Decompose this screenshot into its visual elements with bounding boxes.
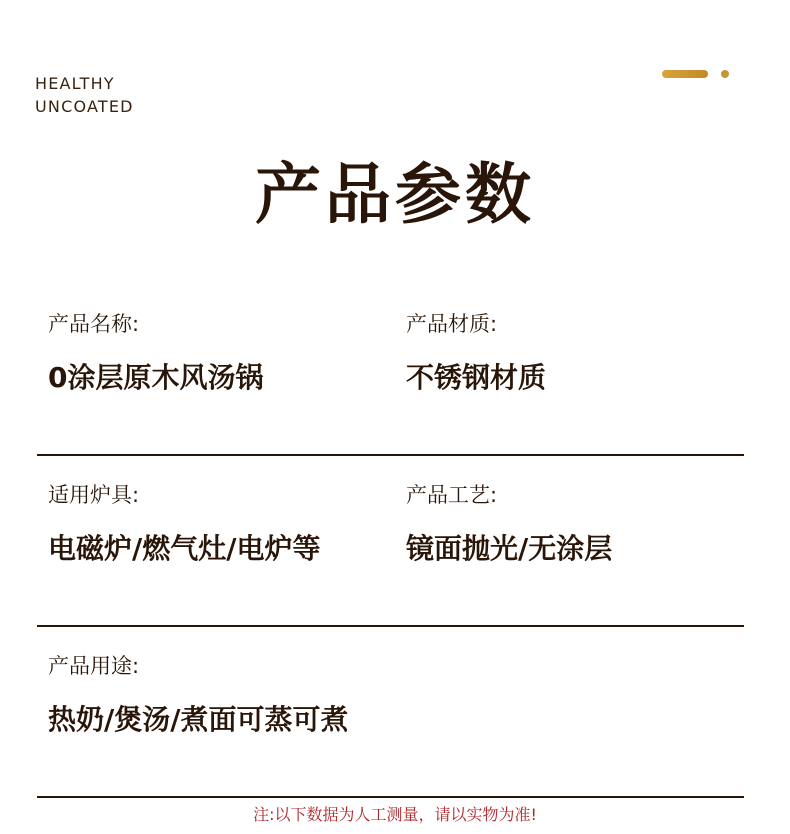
param-value: 热奶/煲汤/煮面可蒸可煮 [48,703,349,736]
param-usage [48,627,348,739]
param-label: 产品用途: [48,654,140,678]
param-stove [48,456,320,568]
param-label: 适用炉具: [48,483,140,507]
param-value: 不锈钢材质 [406,361,547,394]
params-table [37,285,744,798]
decorative-bar [662,70,708,78]
param-label: 产品材质: [406,312,498,336]
brand-tagline [35,72,134,118]
brand-line-2: UNCOATED [35,97,134,116]
param-material [406,285,546,397]
param-label: 产品名称: [48,312,140,336]
param-label: 产品工艺: [406,483,498,507]
param-value: 镜面抛光/无涂层 [406,532,613,565]
param-value: 0涂层原木风汤锅 [48,361,264,394]
disclaimer-note: 注:以下数据为人工测量，请以实物为准! [253,805,537,824]
param-row [37,627,744,798]
decorative-dot [721,70,729,78]
brand-line-1: HEALTHY [35,74,115,93]
param-process [406,456,612,568]
page-title: 产品参数 [255,156,535,233]
param-row [37,456,744,627]
param-product-name [48,285,263,397]
param-value: 电磁炉/燃气灶/电炉等 [48,532,321,565]
param-row [37,285,744,456]
